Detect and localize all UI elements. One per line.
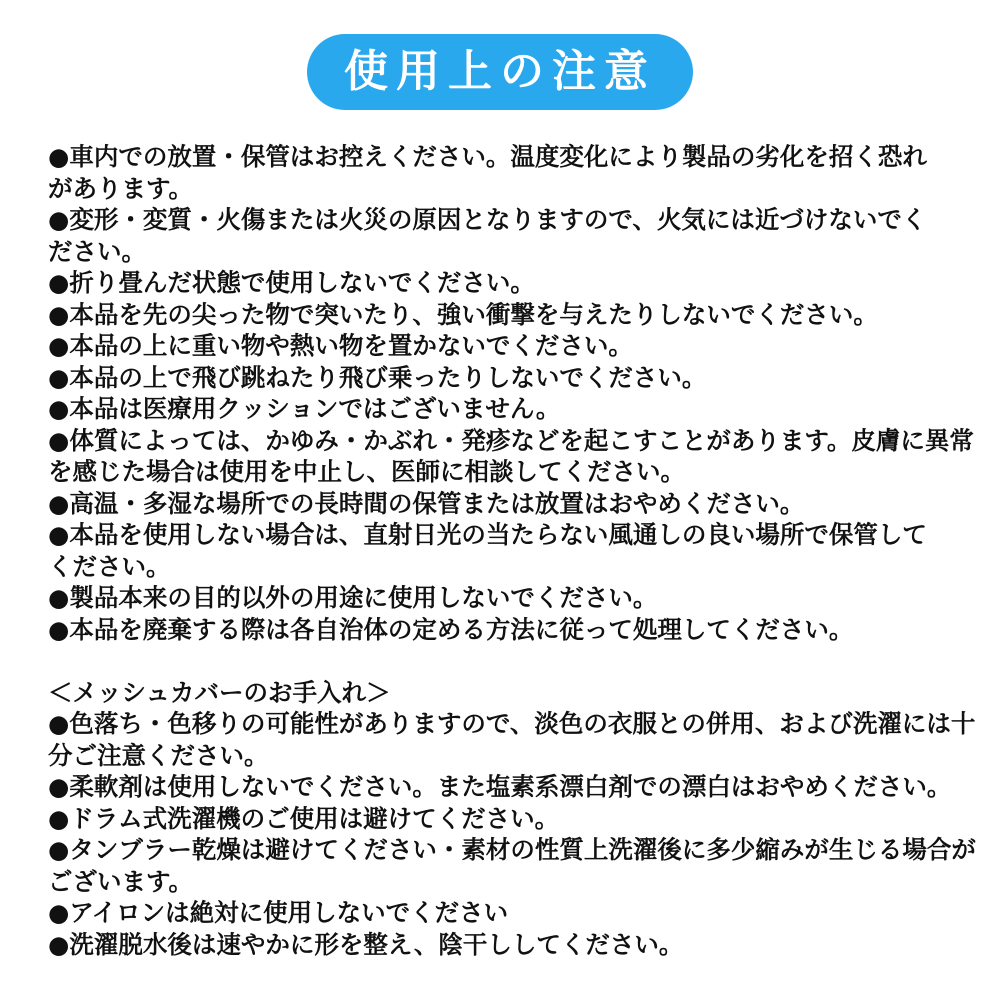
care-line: ●ドラム式洗濯機のご使用は避けてください。 [48,803,560,833]
notice-line: ください。 [48,551,171,581]
notice-line: ●折り畳んだ状態で使用しないでください。 [48,268,535,297]
notice-line: ●高温・多湿な場所での長時間の保管または放置はおやめください。 [48,488,805,518]
care-line: ●洗濯脱水後は速やかに形を整え、陰干ししてください。 [48,929,684,959]
notice-line: ださい。 [48,236,146,266]
notice-line: があります。 [48,173,194,203]
notice-line: ●本品を使用しない場合は、直射日光の当たらない風通しの良い場所で保管して [48,520,927,549]
notice-line: ●車内での放置・保管はお控えください。温度変化により製品の劣化を招く恐れ [48,142,927,171]
care-line: ●柔軟剤は使用しないでください。また塩素系漂白剤での漂白はおやめください。 [48,772,952,801]
notice-line: ●変形・変質・火傷または火災の原因となりますので、火気には近づけないでく [48,205,927,234]
notice-line: ●本品の上に重い物や熱い物を置かないでください。 [48,331,633,360]
notice-line: ●体質によっては、かゆみ・かぶれ・発疹などを起こすことがあります。皮膚に異常 [48,425,974,455]
section-heading: ＜メッシュカバーのお手入れ＞ [48,677,391,707]
care-line: ございます。 [48,866,194,896]
care-line: ●色落ち・色移りの可能性がありますので、淡色の衣服との併用、および洗濯には十 [48,709,976,738]
blank-line [48,645,978,677]
care-line: 分ご注意ください。 [48,740,269,770]
notice-line: ●本品は医療用クッションではございません。 [48,394,561,423]
notice-text-block [48,141,978,960]
care-line: ●アイロンは絶対に使用しないでください [48,898,509,927]
notice-line: ●本品の上で飛び跳ねたり飛び乗ったりしないでください。 [48,362,707,392]
title-banner [307,34,693,110]
notice-line: ●製品本来の目的以外の用途に使用しないでください。 [48,583,658,612]
notice-line: を感じた場合は使用を中止し、医師に相談してください。 [48,457,685,486]
notice-line: ●本品を廃棄する際は各自治体の定める方法に従って処理してください。 [48,614,854,644]
page-title: 使用上の注意 [344,46,656,97]
notice-line: ●本品を先の尖った物で突いたり、強い衝撃を与えたりしないでください。 [48,299,878,329]
care-line: ●タンブラー乾燥は避けてください・素材の性質上洗濯後に多少縮みが生じる場合が [48,835,976,864]
